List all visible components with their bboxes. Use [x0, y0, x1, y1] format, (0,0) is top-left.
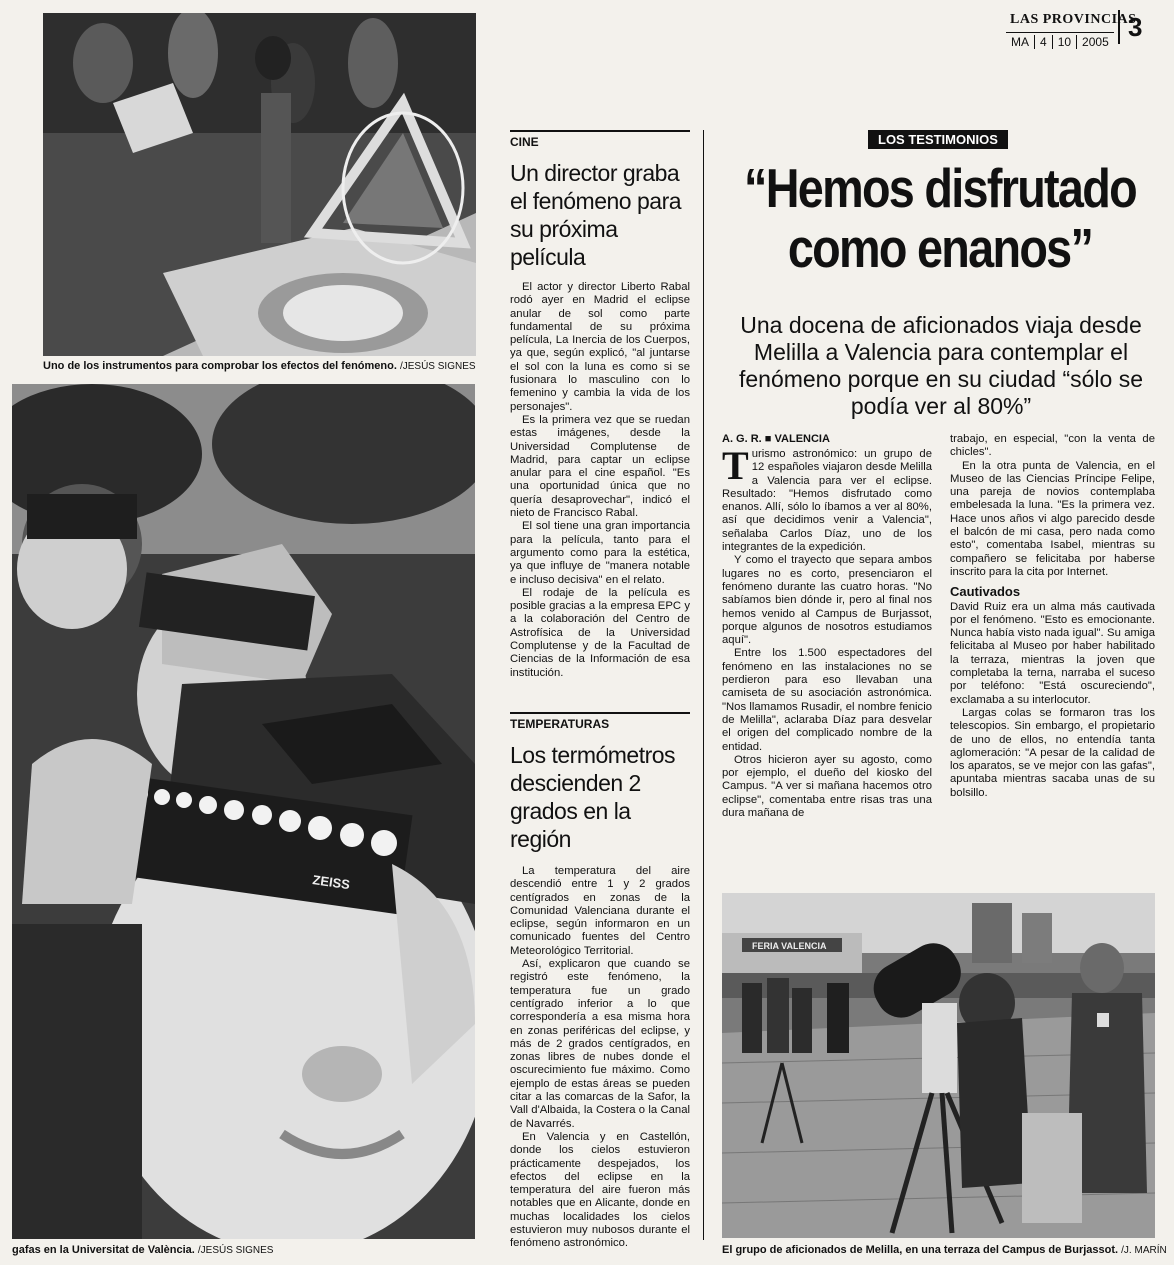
testimonios-paragraph: Entre los 1.500 espectadores del fenómeno en las instalaciones no se perdieron para eso llevaban una camiseta de su asociación astronómica. "Nos llamamos Rusadir, el nombre fenicio de Melilla", aclaraba Díaz para desvelar el origen del complicado nombre de la entidad. — [722, 647, 932, 753]
page-number: 3 — [1118, 10, 1142, 44]
caption-instrument-credit: /JESÚS SIGNES — [399, 361, 476, 372]
cine-headline: Un director graba el fenómeno para su próxima película — [510, 160, 682, 270]
photo-telescopes — [722, 893, 1155, 1238]
caption-telescopes — [722, 1243, 1172, 1258]
testimonios-subhead: Una docena de aficionados viaja desde Melilla a Valencia para contemplar el fenómeno porque en su ciudad “sólo se podía ver al 80%” — [738, 312, 1144, 419]
testimonios-paragraph: En la otra punta de Valencia, en el Museo de las Ciencias Príncipe Felipe, una pareja de novios contemplaba embelesada la luna. "Es la primera vez. Hace unos años vi algo parecido desde el balcón de mi casa, pero nada como esto", comentaba Isabel, mientras su compañero se felicitaba por haberse inscrito para la cita por Internet. — [950, 459, 1155, 578]
testimonios-headline-line1: “Hemos disfrutado — [744, 157, 1136, 219]
photo-instrument — [43, 13, 476, 356]
cine-kicker: CINE — [510, 130, 690, 149]
newspaper-name: LAS PROVINCIAS — [1010, 12, 1137, 27]
photo-instrument-image — [43, 13, 476, 356]
testimonios-subtitle: Cautivados — [950, 584, 1021, 600]
cine-paragraph: El rodaje de la película es posible gracias a la empresa EPC y a la colaboración del Centro de Astrofísica de la Universidad Complutense y de la Facultad de Ciencias de la Información de esa institución. — [510, 586, 690, 679]
cine-paragraph: El actor y director Liberto Rabal rodó ayer en Madrid el eclipse anular de sol como parte fundamental de su próxima película, La Inercia de los Cuerpos, ya que, según explicó, "al juntarse el sol con la luna es como si se fusionara lo masculino con lo femenino y cambia la vida de los personajes". — [510, 281, 690, 413]
testimonios-col2-body — [950, 433, 1155, 800]
caption-glasses-text: gafas en la Universitat de València. — [12, 1244, 195, 1256]
issue-date — [1006, 32, 1114, 49]
date-day: 4 — [1035, 35, 1053, 49]
testimonios-paragraph: Y como el trayecto que separa ambos lugares no es corto, presenciaron el fenómeno durante las cuatro horas. "No sabíamos bien dónde ir, pero al final nos hemos venido al Campus de Burjassot, porque algunos de nosotros estudiamos aquí". — [722, 554, 932, 647]
temperaturas-paragraph: En Valencia y en Castellón, donde los cielos estuvieron prácticamente despejados, los efectos del eclipse en la temperatura del aire fueron más notables que en Alicante, donde en muchas localidades los cielos estuvieron muy nubosos durante el fenómeno astronómico. — [510, 1130, 690, 1250]
date-year: 2005 — [1082, 35, 1109, 49]
testimonios-headline — [705, 158, 1174, 278]
cine-article — [510, 130, 690, 680]
temperaturas-article — [510, 712, 690, 1251]
byline-author: A. G. R. — [722, 433, 762, 445]
temperaturas-paragraph: Así, explicaron que cuando se registró este fenómeno, la temperatura fue un grado centígrado inferior a lo que correspondería a esa misma hora en zonas periféricas del eclipse, y más de 2 grados centígrados, en zonas libres de nubes donde el oscurecimiento fue máximo. Como ejemplo de estas áreas se pueden citar a las comarcas de la Safor, la Vall d'Albaida, la Costera o la Canal de Navarrés. — [510, 958, 690, 1130]
cine-paragraph: Es la primera vez que se ruedan estas imágenes, desde la Universidad Complutense de Madrid, para captar un eclipse anular para el cine español. "Es una oportunidad única que no quería desaprovechar", indicó el nieto de Francisco Rabal. — [510, 413, 690, 520]
photo-eclipse-glasses — [12, 384, 475, 1239]
glasses-brand-label: ZEISS — [311, 872, 351, 893]
caption-glasses-credit: /JESÚS SIGNES — [197, 1245, 274, 1256]
testimonios-col1-body — [722, 443, 932, 820]
date-month: 10 — [1053, 35, 1077, 49]
byline-place: VALENCIA — [774, 433, 830, 445]
testimonios-paragraph: David Ruiz era un alma más cautivada por el fenómeno. "Esto es emocionante. Nunca había visto nada igual". Su amiga felicitaba al Museo por haber habilitado la terraza, mientras la joven que completaba la terna, narraba el suceso por teléfono: "Está oscureciendo", exclamaba a su interlocutor. — [950, 600, 1155, 706]
column-divider — [703, 130, 704, 1240]
temperaturas-paragraph: La temperatura del aire descendió entre 1 y 2 grados centígrados en zonas de la Comunidad Valenciana durante el eclipse, según informaron en un comunicado fuentes del Centro Meteorológico Territorial. — [510, 865, 690, 957]
caption-telescopes-credit: /J. MARÍN — [1121, 1245, 1167, 1256]
photo-eclipse-glasses-image — [12, 384, 475, 1239]
masthead — [1000, 6, 1170, 49]
cine-paragraph: El sol tiene una gran importancia para la película, tanto para el argumento como para la estética, ya que influye de "manera notable e incluso decisiva" en el relato. — [510, 520, 690, 586]
cine-body — [510, 281, 690, 680]
feria-valencia-sign: FERIA VALENCIA — [752, 941, 827, 951]
temperaturas-headline: Los termómetros descienden 2 grados en la región — [510, 742, 676, 852]
testimonios-tag: LOS TESTIMONIOS — [868, 130, 1008, 149]
photo-telescopes-image — [722, 893, 1155, 1238]
testimonios-byline — [722, 433, 932, 445]
testimonios-paragraph: Largas colas se formaron tras los telescopios. Sin embargo, el propietario de uno de ellos, no entendía tanta aglomeración: "A pesar de la calidad de los aparatos, se ve mejor con las gafas", apuntaba mientras sacaba unas de su bolsillo. — [950, 706, 1155, 799]
dropcap: T — [722, 443, 749, 488]
caption-telescopes-text: El grupo de aficionados de Melilla, en una terraza del Campus de Burjassot. — [722, 1244, 1119, 1256]
date-weekday: MA — [1006, 35, 1035, 49]
caption-instrument — [43, 359, 483, 374]
testimonios-column-2 — [950, 433, 1155, 800]
temperaturas-kicker: TEMPERATURAS — [510, 712, 690, 731]
temperaturas-body — [510, 865, 690, 1251]
testimonios-paragraph: urismo astronómico: un grupo de 12 españoles viajaron desde Melilla a Valencia para ver el eclipse. Resultado: "Hemos disfrutado como enanos. Allí, sólo lo íbamos a ver al 80%, así que decidimos venir a Valencia", señalaba Carlos Díaz, uno de los integrantes de la expedición. — [722, 448, 932, 554]
testimonios-column-1 — [722, 433, 932, 820]
caption-instrument-text: Uno de los instrumentos para comprobar los efectos del fenómeno. — [43, 360, 397, 372]
testimonios-headline-line2: como enanos” — [787, 217, 1093, 279]
testimonios-paragraph: trabajo, en especial, "con la venta de chicles". — [950, 433, 1155, 459]
byline-square-icon: ■ — [764, 433, 772, 445]
caption-glasses — [12, 1243, 482, 1258]
testimonios-paragraph: Otros hicieron ayer su agosto, como por ejemplo, el dueño del kiosko del Campus. "A ver si mañana hacemos otro eclipse", comentaba entre risas tras una dura mañana de — [722, 753, 932, 820]
